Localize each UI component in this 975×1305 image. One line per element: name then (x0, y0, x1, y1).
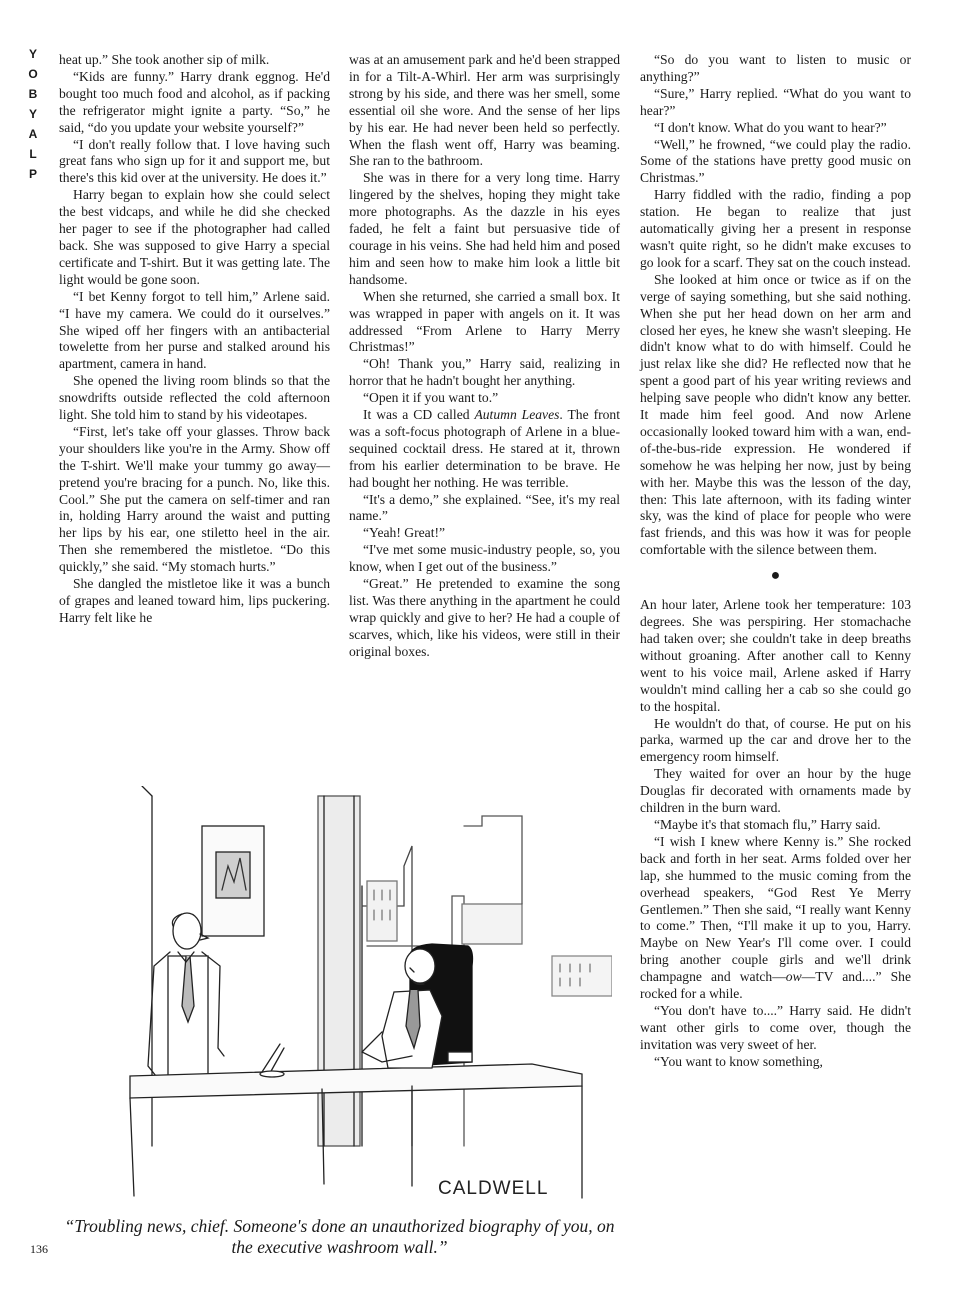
paragraph: was at an amusement park and he'd been strapped in for a Tilt-A-Whirl. Her arm was surprisingly strong by his side, and there was her smell, some essential oil she wore. And the sense of her lips by his ear. He had never been held so perfectly. When the flash went off, Harry was beaming. She ran to the bathroom. (349, 52, 620, 169)
paragraph: When she returned, she carried a small box. It was wrapped in paper with angels on it. It was addressed “From Arlene to Harry Merry Christmas!” (349, 288, 620, 355)
masthead-letter: O (28, 67, 38, 81)
paragraph: “Great.” He pretended to examine the song list. Was there anything in the apartment he could wrap quickly and give to her? He had a couple of scarves, which, like his videos, were still in their original boxes. (349, 576, 620, 659)
text-column-3-bottom (640, 597, 911, 1070)
paragraph: “I don't really follow that. I love having such great fans who sign up for it and support me, but there's this kid over at the university. He does it.” (59, 136, 330, 186)
masthead-letter: B (28, 87, 38, 101)
text-column-1 (59, 52, 330, 627)
masthead-letter: P (28, 167, 37, 181)
paragraph: “Yeah! Great!” (363, 525, 446, 541)
text-column-3 (640, 52, 911, 1071)
paragraph: “Maybe it's that stomach flu,” Harry said. (654, 816, 881, 832)
paragraph: “First, let's take off your glasses. Throw back your shoulders like you're in the Army. Show off the T-shirt. We'll make your tummy go away—pretend you're bracing for a punch. No, like this. Cool.” She put the camera on self-timer and ran in, holding Harry around the waist and putting her lips by his ear, one stiletto heel in the air. Then she remembered the mistletoe. “Do this quickly,” she said. “My stomach hurts.” (59, 423, 330, 575)
paragraph: “I bet Kenny forgot to tell him,” Arlene said. “I have my camera. We could do it ourselves.” She wiped off her fingers with an antibacterial towelette from her purse and stalked around his apartment, camera in hand. (59, 288, 330, 372)
text-column-3-top (640, 52, 911, 559)
paragraph: “Well,” he frowned, “we could play the radio. Some of the stations have pretty good music on Christmas.” (640, 136, 911, 186)
paragraph: “You want to know something, (654, 1053, 823, 1069)
page-number: 136 (30, 1242, 48, 1256)
paragraph: “I wish I knew where Kenny is.” She rocked back and forth in her seat. Arms folded over her lap, she hummed to the music coming from the overhead speakers, “God Rest Ye Merry Gentlemen.” Then she said, “I really want Kenny to come.” Then, “I'll make it up to you, Harry. Maybe on New Year's I'll come over. I could bring another couple girls and we'll drink champagne and watch—ow—TV and....” She rocked for a while. (640, 833, 911, 1002)
paragraph: “It's a demo,” she explained. “See, it's my real name.” (349, 491, 620, 524)
masthead-letter: Y (28, 107, 37, 121)
paragraph: “Oh! Thank you,” Harry said, realizing in horror that he hadn't bought her anything. (349, 356, 620, 389)
magazine-masthead (26, 44, 40, 184)
paragraph: “So do you want to listen to music or anything?” (640, 52, 911, 84)
paragraph: “I don't know. What do you want to hear?” (654, 119, 887, 135)
paragraph: He wouldn't do that, of course. He put on his parka, warmed up the car and drove her to the emergency room himself. (640, 715, 911, 765)
paragraph: She was in there for a very long time. Harry lingered by the shelves, hoping they might take more photographs. As the dazzle in his eyes faded, he felt a faint but persuasive tide of courage in his veins. She had held him and posed him and seen how to make him look a little bit handsome. (349, 170, 620, 287)
masthead-letter: Y (28, 47, 37, 61)
paragraph: Harry fiddled with the radio, finding a pop station. He began to realize that just automatically giving her a present in response wasn't quite right, so he didn't make excuses to go look for a scarf. They sat on the couch instead. (640, 187, 911, 270)
paragraph: “Sure,” Harry replied. “What do you want to hear?” (640, 85, 911, 118)
masthead-letter: L (29, 147, 37, 161)
paragraph: They waited for over an hour by the huge Douglas fir decorated with ornaments made by children in the burn ward. (640, 766, 911, 816)
paragraph: “I've met some music-industry people, so, you know, when I get out of the business.” (349, 542, 620, 575)
cartoonist-signature: CALDWELL (438, 1178, 549, 1199)
cartoon-caption: “Troubling news, chief. Someone's done an unauthorized biography of you, on the executive washroom wall.” (64, 1216, 615, 1257)
paragraph: Harry began to explain how she could select the best vidcaps, and while he did she checked her pager to see if the photographer had called back. She was supposed to give Harry a special certificate and T-shirt. But it was getting late. The light would be gone soon. (59, 187, 330, 287)
masthead-letter: A (28, 127, 38, 141)
paragraph: It was a CD called Autumn Leaves. The front was a soft-focus photograph of Arlene in a blue-sequined cocktail dress. He stared at it, thrown from his earlier determination to be brave. He had bought her nothing. He was terrible. (349, 407, 620, 490)
paragraph: “You don't have to....” Harry said. He didn't want other girls to come over, though the invitation was very sweet of her. (640, 1002, 911, 1052)
cartoon-illustration (112, 786, 612, 1214)
paragraph: She looked at him once or twice as if on the verge of saying something, but she said nothing. When she put her head down on her arm and closed her eyes, he knew she wasn't sleeping. He didn't know what to do with himself. Could he just relax like she did? He reflected now that he spent a good part of his year writing reviews and helping save people who didn't know any better. It made him feel good. And now Arlene occasionally looked toward him with a wan, end-of-the-bus-ride expression. He wondered if somehow he was helping her now, just by being with her. Maybe this was the lesson of the day, then: This late afternoon, with its fading winter sky, was the kind of place for people who were fast friends, and this was how it was for people comfortable with the silence between them. (640, 271, 911, 558)
paragraph: heat up.” She took another sip of milk. (59, 52, 270, 67)
paragraph: She dangled the mistletoe like it was a bunch of grapes and leaned toward him, lips puckering. Harry felt like he (59, 576, 330, 625)
paragraph: “Open it if you want to.” (363, 390, 499, 406)
text-column-2 (349, 52, 620, 661)
paragraph: “Kids are funny.” Harry drank eggnog. He'd bought too much food and alcohol, as if packing the refrigerator might ignite a party. “So,” he said, “do you update your website yourself?” (59, 68, 330, 135)
paragraph: An hour later, Arlene took her temperature: 103 degrees. She was perspiring. Her stomachache had taken over; she couldn't take in deep breaths without groaning. After another call to Kenny went to his voice mail, Arlene asked if Harry wouldn't mind calling her a cab so she could go to the hospital. (640, 597, 911, 714)
paragraph: She opened the living room blinds so that the snowdrifts outside reflected the cold afternoon light. She told him to stand by his videotapes. (59, 373, 330, 423)
section-break-bullet: ● (770, 567, 781, 585)
